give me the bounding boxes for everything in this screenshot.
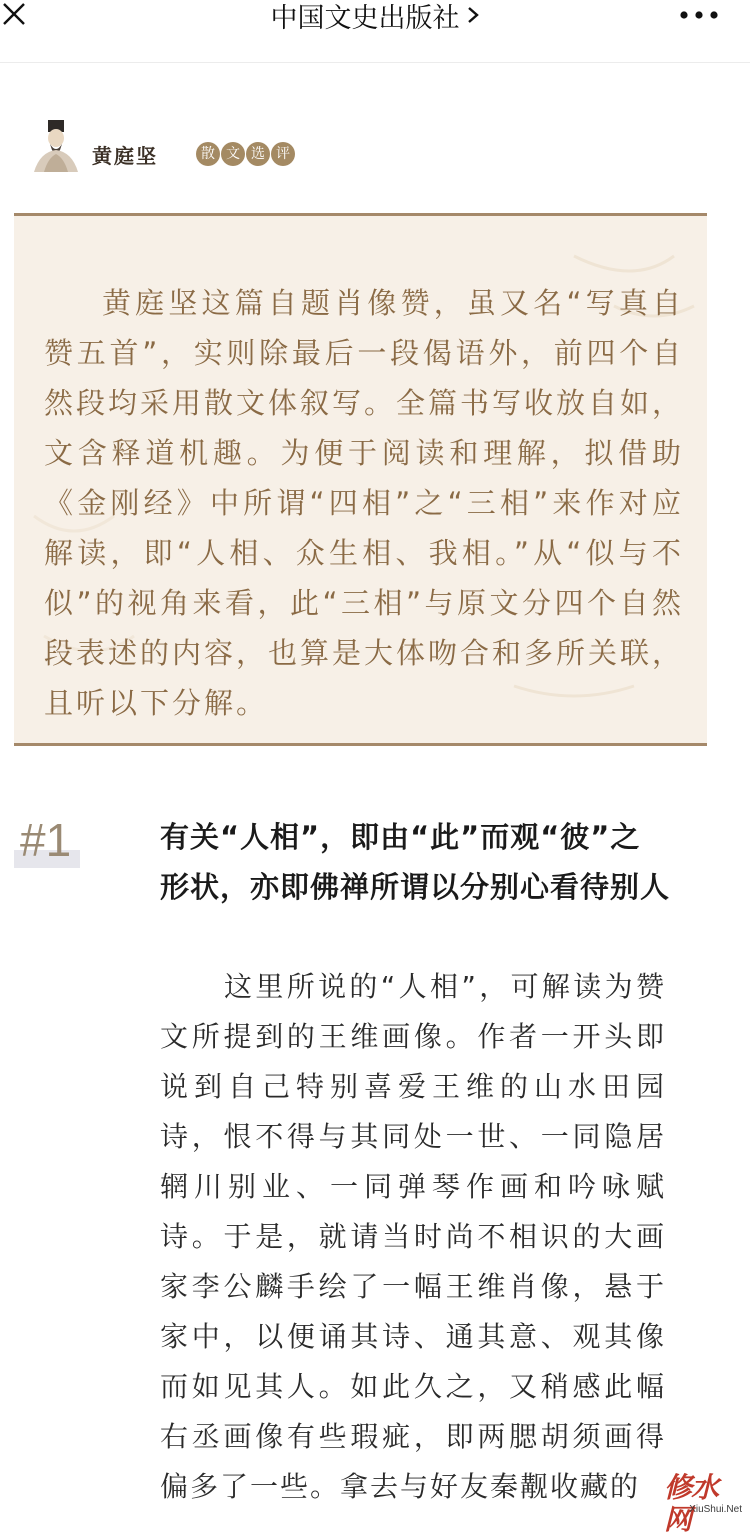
intro-box [14,213,707,746]
badge-char: 文 [221,142,245,166]
series-author-name: 黄庭坚 [92,144,158,168]
chevron-right-icon [466,0,480,34]
portrait-illustration [30,118,82,172]
more-dots-icon [670,0,730,34]
site-watermark [664,1471,744,1536]
close-button[interactable] [0,0,40,40]
top-navigation-bar [0,0,750,63]
watermark-sub-text: XiuShui.Net [689,1504,742,1515]
account-name-link[interactable] [200,0,550,34]
series-badge [196,142,295,168]
close-icon [0,0,40,40]
badge-char: 评 [271,142,295,166]
badge-char: 选 [246,142,270,166]
section-number-text: #1 [20,814,72,866]
section-number [14,812,82,870]
account-name: 中国文史出版社 [270,3,460,34]
section-body-paragraph: 这里所说的“人相”，可解读为赞文所提到的王维画像。作者一开头即说到自己特别喜爱王维的山水田园诗，恨不得与其同处一世、一同隐居辋川别业、一同弹琴作画和吟咏赋诗。于是，就请当时尚不相识的大画家李公麟手绘了一幅王维肖像，悬于家中，以便诵其诗、通其意、观其像而如见其人。如此久之，又稍感此幅右丞画像有些瑕疵，即两腮胡须画得偏多了一些。拿去与好友秦觏收藏的 [160,970,666,1503]
more-options-button[interactable] [670,0,730,34]
watermark-main-text: 修水网 [664,1471,719,1536]
intro-paragraph: 黄庭坚这篇自题肖像赞，虽又名“写真自赞五首”，实则除最后一段偈语外，前四个自然段均采用散文体叙写。全篇书写收放自如，文含释道机趣。为便于阅读和理解，拟借助《金刚经》中所谓“四相”之“三相”来作对应解读，即“人相、众生相、我相。”从“似与不似”的视角来看，此“三相”与原文分四个自然段表述的内容，也算是大体吻合和多所关联，且听以下分解。 [44,286,685,720]
section-heading: 有关“人相”，即由“此”而观“彼”之形状，亦即佛禅所谓以分别心看待别人 [160,820,671,904]
series-header [30,118,330,174]
badge-char: 散 [196,142,220,166]
